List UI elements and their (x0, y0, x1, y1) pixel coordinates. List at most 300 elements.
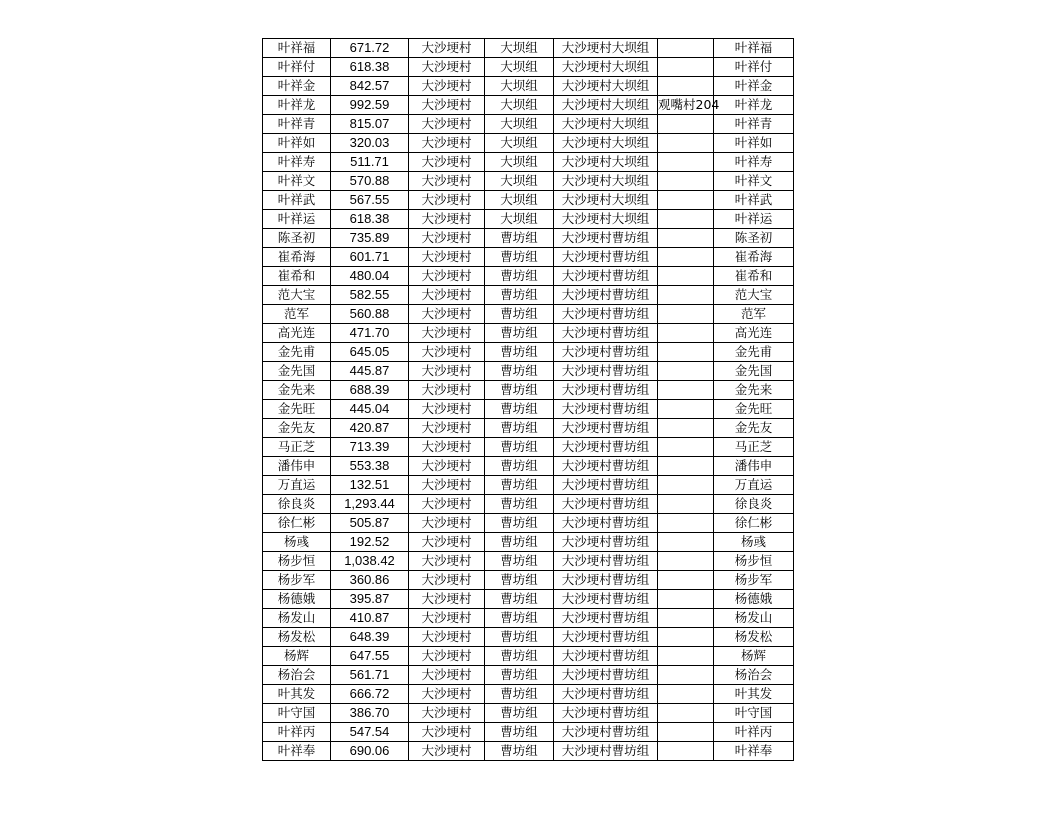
name-cell: 崔希和 (263, 267, 331, 286)
payee-cell: 叶守国 (714, 704, 794, 723)
note-cell (658, 210, 714, 229)
address-cell: 大沙埂村曹坊组 (554, 647, 658, 666)
note-cell (658, 609, 714, 628)
amount-cell: 420.87 (331, 419, 409, 438)
amount-cell: 648.39 (331, 628, 409, 647)
table-row (263, 419, 794, 438)
amount-cell: 511.71 (331, 153, 409, 172)
table-row (263, 457, 794, 476)
name-cell: 叶祥付 (263, 58, 331, 77)
note-cell (658, 742, 714, 761)
address-cell: 大沙埂村曹坊组 (554, 324, 658, 343)
note-cell (658, 134, 714, 153)
payee-cell: 金先来 (714, 381, 794, 400)
address-cell: 大沙埂村曹坊组 (554, 305, 658, 324)
payee-cell: 叶祥奉 (714, 742, 794, 761)
payee-cell: 范军 (714, 305, 794, 324)
amount-cell: 445.87 (331, 362, 409, 381)
table-row (263, 286, 794, 305)
amount-cell: 645.05 (331, 343, 409, 362)
village-cell: 大沙埂村 (409, 172, 485, 191)
table-row (263, 495, 794, 514)
group-cell: 大坝组 (485, 210, 554, 229)
village-cell: 大沙埂村 (409, 495, 485, 514)
note-cell (658, 552, 714, 571)
amount-cell: 553.38 (331, 457, 409, 476)
table-row (263, 210, 794, 229)
village-cell: 大沙埂村 (409, 438, 485, 457)
amount-cell: 505.87 (331, 514, 409, 533)
village-cell: 大沙埂村 (409, 248, 485, 267)
village-cell: 大沙埂村 (409, 609, 485, 628)
village-cell: 大沙埂村 (409, 533, 485, 552)
village-cell: 大沙埂村 (409, 305, 485, 324)
note-cell (658, 514, 714, 533)
name-cell: 潘伟申 (263, 457, 331, 476)
village-cell: 大沙埂村 (409, 571, 485, 590)
address-cell: 大沙埂村曹坊组 (554, 552, 658, 571)
address-cell: 大沙埂村曹坊组 (554, 571, 658, 590)
payee-cell: 崔希海 (714, 248, 794, 267)
table-row (263, 172, 794, 191)
amount-cell: 666.72 (331, 685, 409, 704)
payee-cell: 崔希和 (714, 267, 794, 286)
group-cell: 曹坊组 (485, 666, 554, 685)
amount-cell: 560.88 (331, 305, 409, 324)
payee-cell: 杨步恒 (714, 552, 794, 571)
payee-cell: 徐良炎 (714, 495, 794, 514)
amount-cell: 410.87 (331, 609, 409, 628)
amount-cell: 842.57 (331, 77, 409, 96)
address-cell: 大沙埂村曹坊组 (554, 229, 658, 248)
address-cell: 大沙埂村曹坊组 (554, 400, 658, 419)
amount-cell: 815.07 (331, 115, 409, 134)
table-row (263, 362, 794, 381)
name-cell: 金先国 (263, 362, 331, 381)
village-cell: 大沙埂村 (409, 77, 485, 96)
address-cell: 大沙埂村大坝组 (554, 115, 658, 134)
village-cell: 大沙埂村 (409, 115, 485, 134)
group-cell: 曹坊组 (485, 229, 554, 248)
note-cell (658, 571, 714, 590)
village-cell: 大沙埂村 (409, 96, 485, 115)
village-cell: 大沙埂村 (409, 647, 485, 666)
payee-cell: 范大宝 (714, 286, 794, 305)
group-cell: 曹坊组 (485, 267, 554, 286)
village-cell: 大沙埂村 (409, 476, 485, 495)
amount-cell: 713.39 (331, 438, 409, 457)
village-cell: 大沙埂村 (409, 400, 485, 419)
table-row (263, 324, 794, 343)
village-cell: 大沙埂村 (409, 742, 485, 761)
table-row (263, 571, 794, 590)
village-cell: 大沙埂村 (409, 343, 485, 362)
table-row (263, 96, 794, 115)
name-cell: 杨发松 (263, 628, 331, 647)
note-text: 观嘴村204 (658, 97, 720, 112)
name-cell: 叶祥奉 (263, 742, 331, 761)
table-row (263, 305, 794, 324)
address-cell: 大沙埂村曹坊组 (554, 685, 658, 704)
note-cell (658, 324, 714, 343)
village-cell: 大沙埂村 (409, 704, 485, 723)
group-cell: 曹坊组 (485, 381, 554, 400)
note-cell (658, 666, 714, 685)
table-row (263, 229, 794, 248)
amount-cell: 992.59 (331, 96, 409, 115)
amount-cell: 360.86 (331, 571, 409, 590)
village-cell: 大沙埂村 (409, 210, 485, 229)
address-cell: 大沙埂村曹坊组 (554, 438, 658, 457)
table-row (263, 153, 794, 172)
name-cell: 叶守国 (263, 704, 331, 723)
table-row (263, 666, 794, 685)
name-cell: 叶祥福 (263, 39, 331, 58)
address-cell: 大沙埂村大坝组 (554, 153, 658, 172)
group-cell: 大坝组 (485, 58, 554, 77)
payee-cell: 叶祥丙 (714, 723, 794, 742)
amount-cell: 570.88 (331, 172, 409, 191)
payee-cell: 杨德娥 (714, 590, 794, 609)
amount-cell: 618.38 (331, 210, 409, 229)
address-cell: 大沙埂村曹坊组 (554, 495, 658, 514)
table-body (263, 39, 794, 761)
note-cell (658, 172, 714, 191)
address-cell: 大沙埂村曹坊组 (554, 514, 658, 533)
group-cell: 曹坊组 (485, 552, 554, 571)
payee-cell: 叶祥寿 (714, 153, 794, 172)
address-cell: 大沙埂村曹坊组 (554, 419, 658, 438)
payee-cell: 徐仁彬 (714, 514, 794, 533)
village-cell: 大沙埂村 (409, 419, 485, 438)
name-cell: 杨辉 (263, 647, 331, 666)
table-row (263, 381, 794, 400)
village-cell: 大沙埂村 (409, 191, 485, 210)
name-cell: 金先旺 (263, 400, 331, 419)
group-cell: 曹坊组 (485, 400, 554, 419)
group-cell: 曹坊组 (485, 742, 554, 761)
payee-cell: 杨步军 (714, 571, 794, 590)
note-cell (658, 229, 714, 248)
village-cell: 大沙埂村 (409, 229, 485, 248)
amount-cell: 601.71 (331, 248, 409, 267)
amount-cell: 688.39 (331, 381, 409, 400)
village-cell: 大沙埂村 (409, 153, 485, 172)
amount-cell: 471.70 (331, 324, 409, 343)
group-cell: 曹坊组 (485, 286, 554, 305)
table-row (263, 742, 794, 761)
group-cell: 曹坊组 (485, 305, 554, 324)
amount-cell: 132.51 (331, 476, 409, 495)
group-cell: 曹坊组 (485, 590, 554, 609)
name-cell: 范大宝 (263, 286, 331, 305)
table-row (263, 514, 794, 533)
payee-cell: 杨彧 (714, 533, 794, 552)
name-cell: 杨彧 (263, 533, 331, 552)
payee-cell: 金先甫 (714, 343, 794, 362)
note-cell (658, 39, 714, 58)
payee-cell: 潘伟申 (714, 457, 794, 476)
table-row (263, 590, 794, 609)
group-cell: 曹坊组 (485, 362, 554, 381)
village-cell: 大沙埂村 (409, 362, 485, 381)
group-cell: 曹坊组 (485, 571, 554, 590)
name-cell: 徐仁彬 (263, 514, 331, 533)
table-row (263, 438, 794, 457)
table-row (263, 685, 794, 704)
note-cell (658, 647, 714, 666)
address-cell: 大沙埂村曹坊组 (554, 381, 658, 400)
table-row (263, 134, 794, 153)
group-cell: 曹坊组 (485, 248, 554, 267)
name-cell: 马正芝 (263, 438, 331, 457)
table-row (263, 533, 794, 552)
address-cell: 大沙埂村大坝组 (554, 39, 658, 58)
amount-cell: 192.52 (331, 533, 409, 552)
village-cell: 大沙埂村 (409, 381, 485, 400)
note-cell (658, 533, 714, 552)
amount-cell: 320.03 (331, 134, 409, 153)
address-cell: 大沙埂村大坝组 (554, 77, 658, 96)
note-cell (658, 476, 714, 495)
name-cell: 金先来 (263, 381, 331, 400)
name-cell: 叶祥武 (263, 191, 331, 210)
name-cell: 杨步恒 (263, 552, 331, 571)
note-cell (658, 438, 714, 457)
group-cell: 大坝组 (485, 115, 554, 134)
village-cell: 大沙埂村 (409, 590, 485, 609)
name-cell: 范军 (263, 305, 331, 324)
table-row (263, 552, 794, 571)
payee-cell: 杨发松 (714, 628, 794, 647)
payee-cell: 陈圣初 (714, 229, 794, 248)
table-row (263, 704, 794, 723)
group-cell: 曹坊组 (485, 723, 554, 742)
group-cell: 曹坊组 (485, 438, 554, 457)
table-row (263, 77, 794, 96)
group-cell: 曹坊组 (485, 476, 554, 495)
group-cell: 曹坊组 (485, 457, 554, 476)
amount-cell: 395.87 (331, 590, 409, 609)
note-cell (658, 286, 714, 305)
payee-cell: 叶祥付 (714, 58, 794, 77)
payee-cell: 叶其发 (714, 685, 794, 704)
note-cell (658, 153, 714, 172)
village-cell: 大沙埂村 (409, 457, 485, 476)
address-cell: 大沙埂村曹坊组 (554, 476, 658, 495)
amount-cell: 671.72 (331, 39, 409, 58)
note-cell (658, 77, 714, 96)
address-cell: 大沙埂村曹坊组 (554, 286, 658, 305)
group-cell: 曹坊组 (485, 704, 554, 723)
village-cell: 大沙埂村 (409, 39, 485, 58)
name-cell: 杨步军 (263, 571, 331, 590)
note-cell (658, 191, 714, 210)
group-cell: 曹坊组 (485, 533, 554, 552)
address-cell: 大沙埂村曹坊组 (554, 533, 658, 552)
address-cell: 大沙埂村大坝组 (554, 134, 658, 153)
amount-cell: 480.04 (331, 267, 409, 286)
payee-cell: 杨治会 (714, 666, 794, 685)
group-cell: 曹坊组 (485, 609, 554, 628)
village-cell: 大沙埂村 (409, 134, 485, 153)
payee-cell: 叶祥福 (714, 39, 794, 58)
note-cell (658, 267, 714, 286)
note-cell (658, 58, 714, 77)
table-row (263, 58, 794, 77)
group-cell: 曹坊组 (485, 685, 554, 704)
group-cell: 曹坊组 (485, 343, 554, 362)
amount-cell: 735.89 (331, 229, 409, 248)
village-cell: 大沙埂村 (409, 267, 485, 286)
name-cell: 叶祥龙 (263, 96, 331, 115)
payee-cell: 高光连 (714, 324, 794, 343)
address-cell: 大沙埂村大坝组 (554, 96, 658, 115)
amount-cell: 1,038.42 (331, 552, 409, 571)
address-cell: 大沙埂村曹坊组 (554, 628, 658, 647)
address-cell: 大沙埂村曹坊组 (554, 723, 658, 742)
amount-cell: 582.55 (331, 286, 409, 305)
table-row (263, 191, 794, 210)
payee-cell: 金先国 (714, 362, 794, 381)
name-cell: 叶其发 (263, 685, 331, 704)
amount-cell: 567.55 (331, 191, 409, 210)
address-cell: 大沙埂村曹坊组 (554, 609, 658, 628)
payee-cell: 金先友 (714, 419, 794, 438)
note-cell (658, 457, 714, 476)
address-cell: 大沙埂村曹坊组 (554, 267, 658, 286)
name-cell: 叶祥青 (263, 115, 331, 134)
name-cell: 陈圣初 (263, 229, 331, 248)
note-cell (658, 495, 714, 514)
data-table (262, 38, 794, 761)
village-cell: 大沙埂村 (409, 58, 485, 77)
amount-cell: 561.71 (331, 666, 409, 685)
group-cell: 曹坊组 (485, 495, 554, 514)
table-row (263, 343, 794, 362)
table-row (263, 609, 794, 628)
amount-cell: 386.70 (331, 704, 409, 723)
village-cell: 大沙埂村 (409, 723, 485, 742)
payee-cell: 叶祥金 (714, 77, 794, 96)
note-cell (658, 685, 714, 704)
group-cell: 曹坊组 (485, 628, 554, 647)
name-cell: 徐良炎 (263, 495, 331, 514)
amount-cell: 547.54 (331, 723, 409, 742)
name-cell: 叶祥丙 (263, 723, 331, 742)
payee-cell: 叶祥如 (714, 134, 794, 153)
name-cell: 叶祥如 (263, 134, 331, 153)
table-row (263, 400, 794, 419)
address-cell: 大沙埂村曹坊组 (554, 666, 658, 685)
address-cell: 大沙埂村大坝组 (554, 210, 658, 229)
note-cell (658, 305, 714, 324)
note-cell (658, 115, 714, 134)
name-cell: 崔希海 (263, 248, 331, 267)
payee-cell: 叶祥运 (714, 210, 794, 229)
table-row (263, 39, 794, 58)
table-row (263, 647, 794, 666)
name-cell: 叶祥运 (263, 210, 331, 229)
note-cell (658, 381, 714, 400)
table-row (263, 115, 794, 134)
table-row (263, 267, 794, 286)
table-row (263, 723, 794, 742)
group-cell: 大坝组 (485, 153, 554, 172)
address-cell: 大沙埂村大坝组 (554, 172, 658, 191)
name-cell: 杨治会 (263, 666, 331, 685)
group-cell: 大坝组 (485, 191, 554, 210)
name-cell: 杨发山 (263, 609, 331, 628)
address-cell: 大沙埂村曹坊组 (554, 742, 658, 761)
amount-cell: 647.55 (331, 647, 409, 666)
name-cell: 高光连 (263, 324, 331, 343)
name-cell: 叶祥文 (263, 172, 331, 191)
group-cell: 大坝组 (485, 39, 554, 58)
group-cell: 曹坊组 (485, 324, 554, 343)
note-cell (658, 723, 714, 742)
group-cell: 曹坊组 (485, 647, 554, 666)
village-cell: 大沙埂村 (409, 666, 485, 685)
note-cell (658, 628, 714, 647)
village-cell: 大沙埂村 (409, 286, 485, 305)
group-cell: 曹坊组 (485, 419, 554, 438)
note-cell (658, 704, 714, 723)
amount-cell: 618.38 (331, 58, 409, 77)
group-cell: 大坝组 (485, 96, 554, 115)
village-cell: 大沙埂村 (409, 685, 485, 704)
village-cell: 大沙埂村 (409, 552, 485, 571)
note-cell (658, 96, 720, 115)
address-cell: 大沙埂村曹坊组 (554, 704, 658, 723)
group-cell: 大坝组 (485, 77, 554, 96)
address-cell: 大沙埂村曹坊组 (554, 248, 658, 267)
payee-cell: 叶祥龙 (714, 96, 794, 115)
village-cell: 大沙埂村 (409, 628, 485, 647)
group-cell: 大坝组 (485, 134, 554, 153)
name-cell: 金先友 (263, 419, 331, 438)
name-cell: 金先甫 (263, 343, 331, 362)
payee-cell: 叶祥武 (714, 191, 794, 210)
group-cell: 大坝组 (485, 172, 554, 191)
payee-cell: 金先旺 (714, 400, 794, 419)
payee-cell: 叶祥文 (714, 172, 794, 191)
payee-cell: 马正芝 (714, 438, 794, 457)
name-cell: 叶祥金 (263, 77, 331, 96)
note-cell (658, 419, 714, 438)
address-cell: 大沙埂村曹坊组 (554, 343, 658, 362)
payee-cell: 万直运 (714, 476, 794, 495)
note-cell (658, 343, 714, 362)
payee-cell: 杨辉 (714, 647, 794, 666)
table-row (263, 628, 794, 647)
name-cell: 万直运 (263, 476, 331, 495)
name-cell: 叶祥寿 (263, 153, 331, 172)
address-cell: 大沙埂村曹坊组 (554, 362, 658, 381)
village-cell: 大沙埂村 (409, 514, 485, 533)
amount-cell: 445.04 (331, 400, 409, 419)
group-cell: 曹坊组 (485, 514, 554, 533)
payee-cell: 杨发山 (714, 609, 794, 628)
note-cell (658, 400, 714, 419)
table-row (263, 476, 794, 495)
village-cell: 大沙埂村 (409, 324, 485, 343)
name-cell: 杨德娥 (263, 590, 331, 609)
table-row (263, 248, 794, 267)
amount-cell: 690.06 (331, 742, 409, 761)
payee-cell: 叶祥青 (714, 115, 794, 134)
address-cell: 大沙埂村曹坊组 (554, 457, 658, 476)
